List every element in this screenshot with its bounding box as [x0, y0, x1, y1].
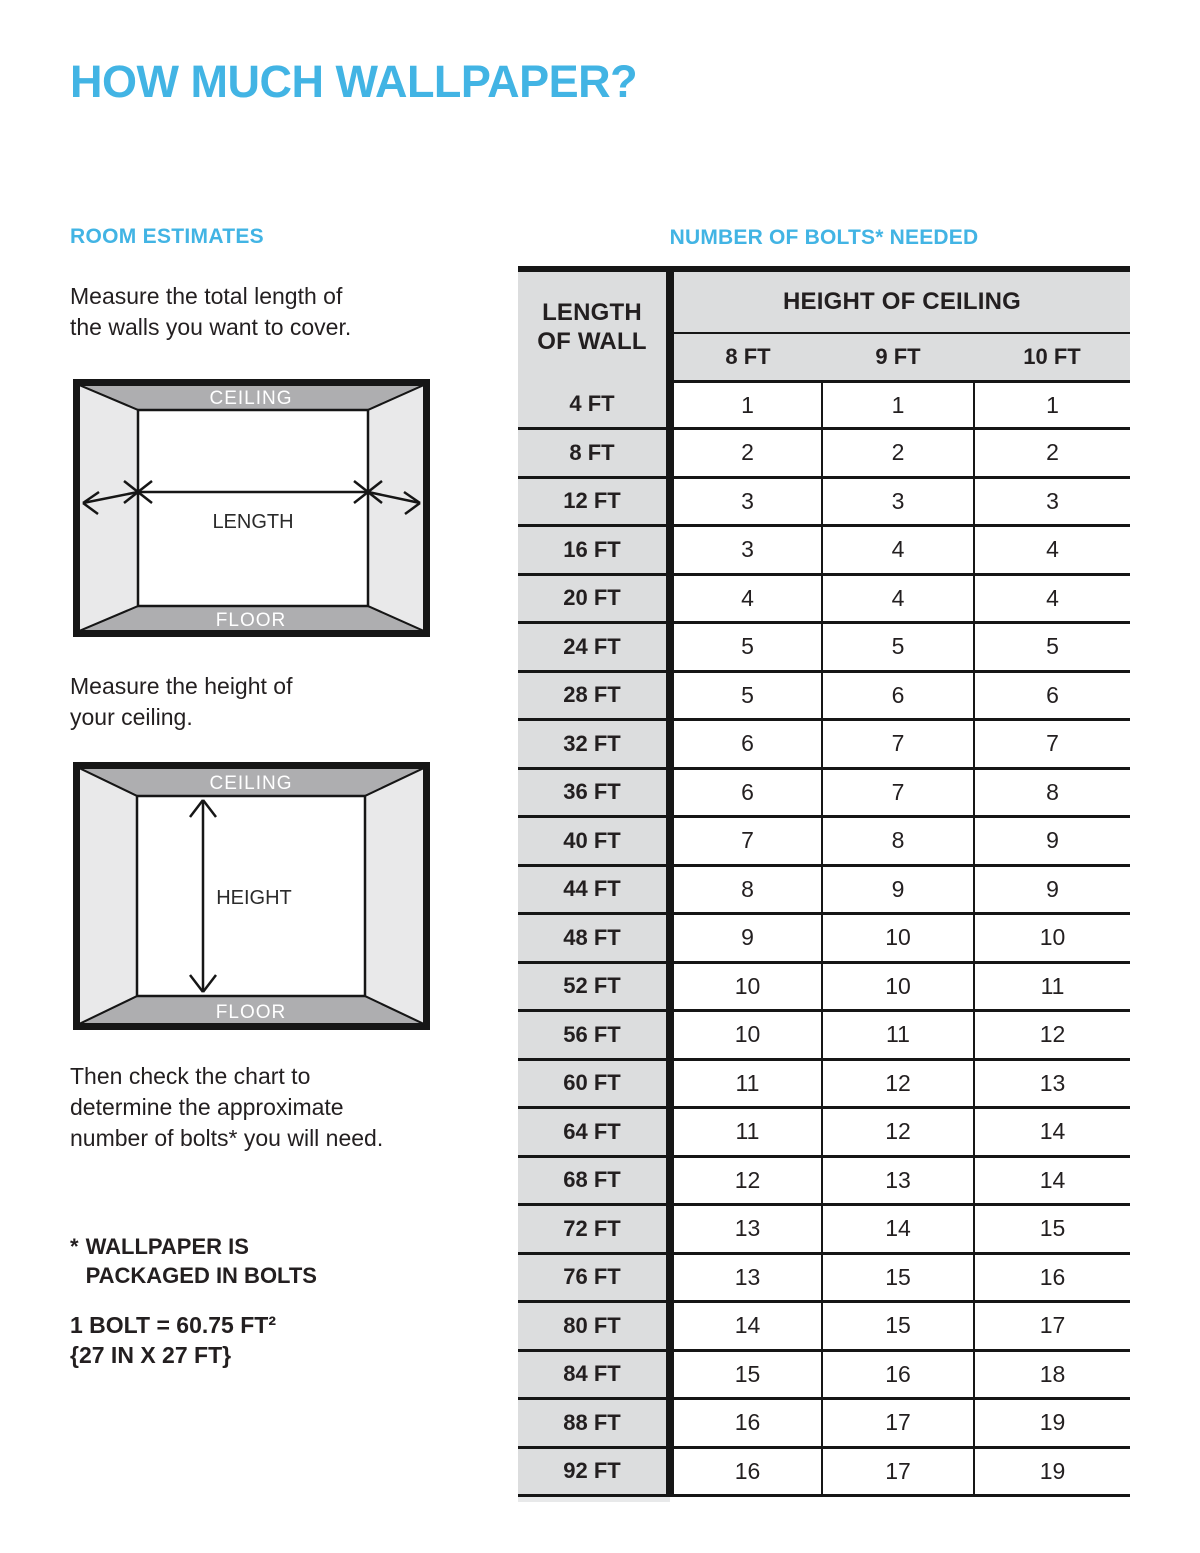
bolt-count-cell-9ft: 6 [822, 671, 974, 720]
step2-text: Measure the height of your ceiling. [70, 673, 293, 730]
table-row [518, 623, 1130, 672]
floor-label: FLOOR [215, 610, 287, 631]
bolt-count-cell-9ft: 12 [822, 1059, 974, 1108]
bolt-count-cell-10ft: 19 [974, 1447, 1130, 1496]
bolt-count-cell-8ft: 10 [670, 962, 822, 1011]
bolt-size-note: 1 BOLT = 60.75 FT² {27 IN X 27 FT} [70, 1312, 276, 1368]
bolt-count-cell-8ft: 5 [670, 623, 822, 672]
table-row [518, 1399, 1130, 1448]
table-row [518, 817, 1130, 866]
table-row [518, 1108, 1130, 1157]
bolt-count-cell-8ft: 1 [670, 382, 822, 429]
wall-length-cell: 72 FT [518, 1205, 670, 1254]
ceiling-height-header: 9 FT [822, 333, 974, 382]
table-row [518, 671, 1130, 720]
bolt-count-cell-9ft: 10 [822, 962, 974, 1011]
ceiling-label: CEILING [209, 773, 293, 794]
bolt-count-cell-9ft: 17 [822, 1447, 974, 1496]
bolts-footnote [70, 1232, 317, 1290]
table-row [518, 962, 1130, 1011]
bolt-count-cell-8ft: 5 [670, 671, 822, 720]
bolt-count-cell-9ft: 1 [822, 382, 974, 429]
table-row [518, 914, 1130, 963]
bolt-count-cell-9ft: 3 [822, 477, 974, 526]
wall-length-cell: 56 FT [518, 1011, 670, 1060]
bolt-count-cell-8ft: 3 [670, 477, 822, 526]
wall-length-cell: 64 FT [518, 1108, 670, 1157]
table-title: NUMBER OF BOLTS* NEEDED [669, 226, 979, 249]
table-row [518, 526, 1130, 575]
bolt-count-cell-8ft: 13 [670, 1205, 822, 1254]
right-wall-plane [368, 385, 424, 631]
height-dimension-label: HEIGHT [216, 887, 292, 909]
bolt-count-cell-9ft: 2 [822, 429, 974, 478]
bolt-count-cell-8ft: 9 [670, 914, 822, 963]
bolt-count-cell-9ft: 4 [822, 574, 974, 623]
wall-length-cell: 28 FT [518, 671, 670, 720]
bolt-count-cell-9ft: 7 [822, 720, 974, 769]
bolts-table [518, 266, 1130, 1497]
bolt-count-cell-10ft: 14 [974, 1108, 1130, 1157]
bolt-count-cell-10ft: 9 [974, 865, 1130, 914]
table-row [518, 574, 1130, 623]
table-row [518, 1447, 1130, 1496]
table-row [518, 1011, 1130, 1060]
bolt-count-cell-10ft: 5 [974, 623, 1130, 672]
header-height-of-ceiling: HEIGHT OF CEILING [670, 269, 1130, 333]
table-footer-shadow [518, 1497, 670, 1502]
bolt-count-cell-8ft: 8 [670, 865, 822, 914]
table-row [518, 865, 1130, 914]
wall-length-cell: 32 FT [518, 720, 670, 769]
bolt-count-cell-10ft: 19 [974, 1399, 1130, 1448]
ceiling-label: CEILING [209, 388, 293, 409]
bolts-table-wrap [518, 266, 1130, 1502]
bolt-count-cell-10ft: 18 [974, 1350, 1130, 1399]
step3-text: Then check the chart to determine the approximate number of bolts* you will need. [70, 1063, 384, 1151]
wall-length-cell: 16 FT [518, 526, 670, 575]
bolt-count-cell-9ft: 9 [822, 865, 974, 914]
wall-length-cell: 4 FT [518, 382, 670, 429]
bolt-count-cell-8ft: 3 [670, 526, 822, 575]
bolt-count-cell-10ft: 4 [974, 574, 1130, 623]
header-length-of-wall: LENGTH OF WALL [518, 269, 670, 382]
bolt-count-cell-9ft: 17 [822, 1399, 974, 1448]
bolt-count-cell-8ft: 7 [670, 817, 822, 866]
bolt-count-cell-10ft: 6 [974, 671, 1130, 720]
wall-length-cell: 40 FT [518, 817, 670, 866]
wall-length-cell: 36 FT [518, 768, 670, 817]
table-row [518, 1205, 1130, 1254]
bolt-count-cell-9ft: 5 [822, 623, 974, 672]
wall-length-cell: 48 FT [518, 914, 670, 963]
bolt-count-cell-8ft: 6 [670, 720, 822, 769]
bolt-count-cell-8ft: 10 [670, 1011, 822, 1060]
table-row [518, 1350, 1130, 1399]
bolt-count-cell-8ft: 16 [670, 1399, 822, 1448]
bolt-count-cell-9ft: 8 [822, 817, 974, 866]
wall-length-cell: 8 FT [518, 429, 670, 478]
bolt-count-cell-8ft: 15 [670, 1350, 822, 1399]
footnote-asterisk: * [70, 1234, 79, 1259]
bolt-count-cell-10ft: 16 [974, 1253, 1130, 1302]
bolt-count-cell-10ft: 1 [974, 382, 1130, 429]
bolt-count-cell-10ft: 10 [974, 914, 1130, 963]
bolt-count-cell-9ft: 11 [822, 1011, 974, 1060]
floor-label: FLOOR [215, 1002, 287, 1023]
table-row [518, 1156, 1130, 1205]
table-row [518, 1253, 1130, 1302]
ceiling-height-header: 10 FT [974, 333, 1130, 382]
wall-length-cell: 92 FT [518, 1447, 670, 1496]
table-row [518, 382, 1130, 429]
bolt-count-cell-10ft: 14 [974, 1156, 1130, 1205]
table-body [518, 382, 1130, 1496]
bolt-count-cell-10ft: 7 [974, 720, 1130, 769]
wall-length-cell: 88 FT [518, 1399, 670, 1448]
bolt-count-cell-10ft: 12 [974, 1011, 1130, 1060]
wall-length-cell: 44 FT [518, 865, 670, 914]
room-estimates-heading: ROOM ESTIMATES [70, 225, 264, 248]
wall-length-cell: 68 FT [518, 1156, 670, 1205]
table-row [518, 477, 1130, 526]
room-height-diagram [73, 762, 430, 1030]
back-wall [138, 410, 368, 606]
bolt-count-cell-9ft: 14 [822, 1205, 974, 1254]
bolt-count-cell-10ft: 17 [974, 1302, 1130, 1351]
bolt-count-cell-8ft: 14 [670, 1302, 822, 1351]
footnote-text: WALLPAPER IS PACKAGED IN BOLTS [85, 1234, 317, 1288]
step1-text: Measure the total length of the walls you want to cover. [70, 283, 352, 340]
bolt-count-cell-9ft: 10 [822, 914, 974, 963]
bolt-count-cell-8ft: 11 [670, 1059, 822, 1108]
table-row [518, 720, 1130, 769]
length-dimension-label: LENGTH [212, 511, 294, 533]
bolt-count-cell-10ft: 8 [974, 768, 1130, 817]
ceiling-height-header: 8 FT [670, 333, 822, 382]
bolt-count-cell-8ft: 4 [670, 574, 822, 623]
right-wall-plane [365, 768, 424, 1024]
room-length-diagram [73, 379, 430, 637]
wall-length-cell: 80 FT [518, 1302, 670, 1351]
bolt-count-cell-9ft: 15 [822, 1253, 974, 1302]
table-row [518, 1302, 1130, 1351]
bolt-count-cell-8ft: 16 [670, 1447, 822, 1496]
table-row [518, 1059, 1130, 1108]
bolt-count-cell-8ft: 2 [670, 429, 822, 478]
bolt-count-cell-9ft: 4 [822, 526, 974, 575]
bolt-count-cell-10ft: 4 [974, 526, 1130, 575]
bolt-count-cell-10ft: 11 [974, 962, 1130, 1011]
bolt-count-cell-8ft: 6 [670, 768, 822, 817]
bolt-count-cell-8ft: 12 [670, 1156, 822, 1205]
wall-length-cell: 12 FT [518, 477, 670, 526]
bolt-count-cell-10ft: 13 [974, 1059, 1130, 1108]
bolt-count-cell-10ft: 2 [974, 429, 1130, 478]
bolt-count-cell-10ft: 3 [974, 477, 1130, 526]
table-row [518, 429, 1130, 478]
bolt-count-cell-9ft: 15 [822, 1302, 974, 1351]
page-title: HOW MUCH WALLPAPER? [70, 56, 638, 107]
bolt-count-cell-8ft: 13 [670, 1253, 822, 1302]
bolt-count-cell-10ft: 15 [974, 1205, 1130, 1254]
wall-length-cell: 20 FT [518, 574, 670, 623]
bolt-count-cell-9ft: 7 [822, 768, 974, 817]
left-wall-plane [79, 768, 137, 1024]
wall-length-cell: 84 FT [518, 1350, 670, 1399]
bolt-count-cell-9ft: 12 [822, 1108, 974, 1157]
bolt-count-cell-9ft: 13 [822, 1156, 974, 1205]
wall-length-cell: 52 FT [518, 962, 670, 1011]
bolt-count-cell-10ft: 9 [974, 817, 1130, 866]
bolt-count-cell-8ft: 11 [670, 1108, 822, 1157]
bolt-count-cell-9ft: 16 [822, 1350, 974, 1399]
wall-length-cell: 24 FT [518, 623, 670, 672]
table-row [518, 768, 1130, 817]
wall-length-cell: 60 FT [518, 1059, 670, 1108]
wall-length-cell: 76 FT [518, 1253, 670, 1302]
